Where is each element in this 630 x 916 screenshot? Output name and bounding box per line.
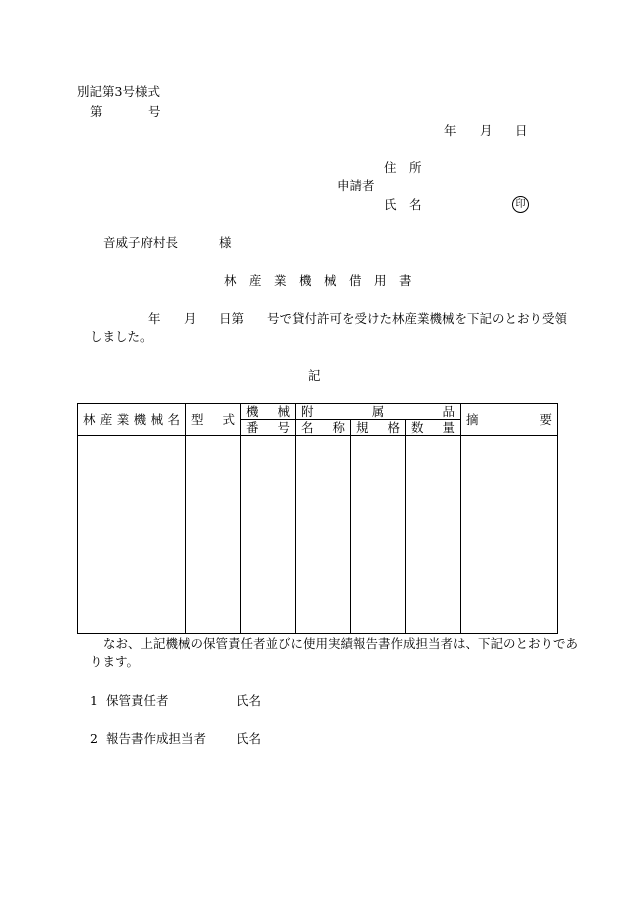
intro-body: 号で貸付許可を受けた林産業機械を下記のとおり受領 (267, 311, 568, 326)
form-id: 別記第3号様式 (77, 84, 160, 99)
cell-remarks (461, 436, 558, 634)
header-remarks: 摘 要 (461, 404, 558, 436)
responsible-2-num: 2 (90, 731, 98, 746)
cell-machine-no (241, 436, 296, 634)
header-acc-name: 名 称 (296, 420, 351, 436)
addressee-name: 音威子府村長 (103, 235, 179, 250)
responsible-1-name-label: 氏名 (236, 693, 262, 708)
date-month: 月 (480, 123, 493, 138)
doc-number-prefix: 第 (90, 104, 103, 119)
note-line-2: ります。 (90, 654, 140, 669)
responsible-1-num: 1 (90, 693, 98, 708)
note-line-1: なお、上記機械の保管責任者並びに使用実績報告書作成担当者は、下記のとおりであ (103, 636, 579, 651)
applicant-label: 申請者 (337, 178, 375, 193)
date-day: 日 (515, 123, 528, 138)
header-acc-qty: 数 量 (406, 420, 461, 436)
intro-month: 月 (184, 311, 197, 326)
addressee-honorific: 様 (219, 235, 232, 250)
responsible-2-role: 報告書作成担当者 (106, 731, 207, 746)
date-year: 年 (444, 123, 457, 138)
header-machine-no-bottom: 番 号 (241, 420, 296, 436)
cell-machine-name (78, 436, 186, 634)
header-model: 型 式 (186, 404, 241, 436)
cell-acc-qty (406, 436, 461, 634)
table-row (78, 436, 558, 634)
address-label: 住 所 (384, 160, 422, 175)
header-acc-spec: 規 格 (351, 420, 406, 436)
cell-acc-spec (351, 436, 406, 634)
cell-acc-name (296, 436, 351, 634)
header-machine-name: 林 産 業 機 械 名 (78, 404, 186, 436)
responsible-2-name-label: 氏名 (236, 731, 262, 746)
cell-model (186, 436, 241, 634)
header-machine-no-top: 機 械 (241, 404, 296, 420)
seal-mark: 印 (512, 196, 529, 213)
intro-day-no: 日第 (219, 311, 245, 326)
responsible-1-role: 保管責任者 (106, 693, 169, 708)
name-label: 氏 名 (384, 197, 422, 212)
machine-table (77, 403, 558, 634)
document-title: 林 産 業 機 械 借 用 書 (224, 273, 412, 288)
ki-mark: 記 (308, 368, 321, 383)
intro-continuation: しました。 (90, 329, 153, 344)
intro-year: 年 (148, 311, 161, 326)
header-accessories: 附 属 品 (296, 404, 461, 420)
doc-number-suffix: 号 (148, 104, 161, 119)
